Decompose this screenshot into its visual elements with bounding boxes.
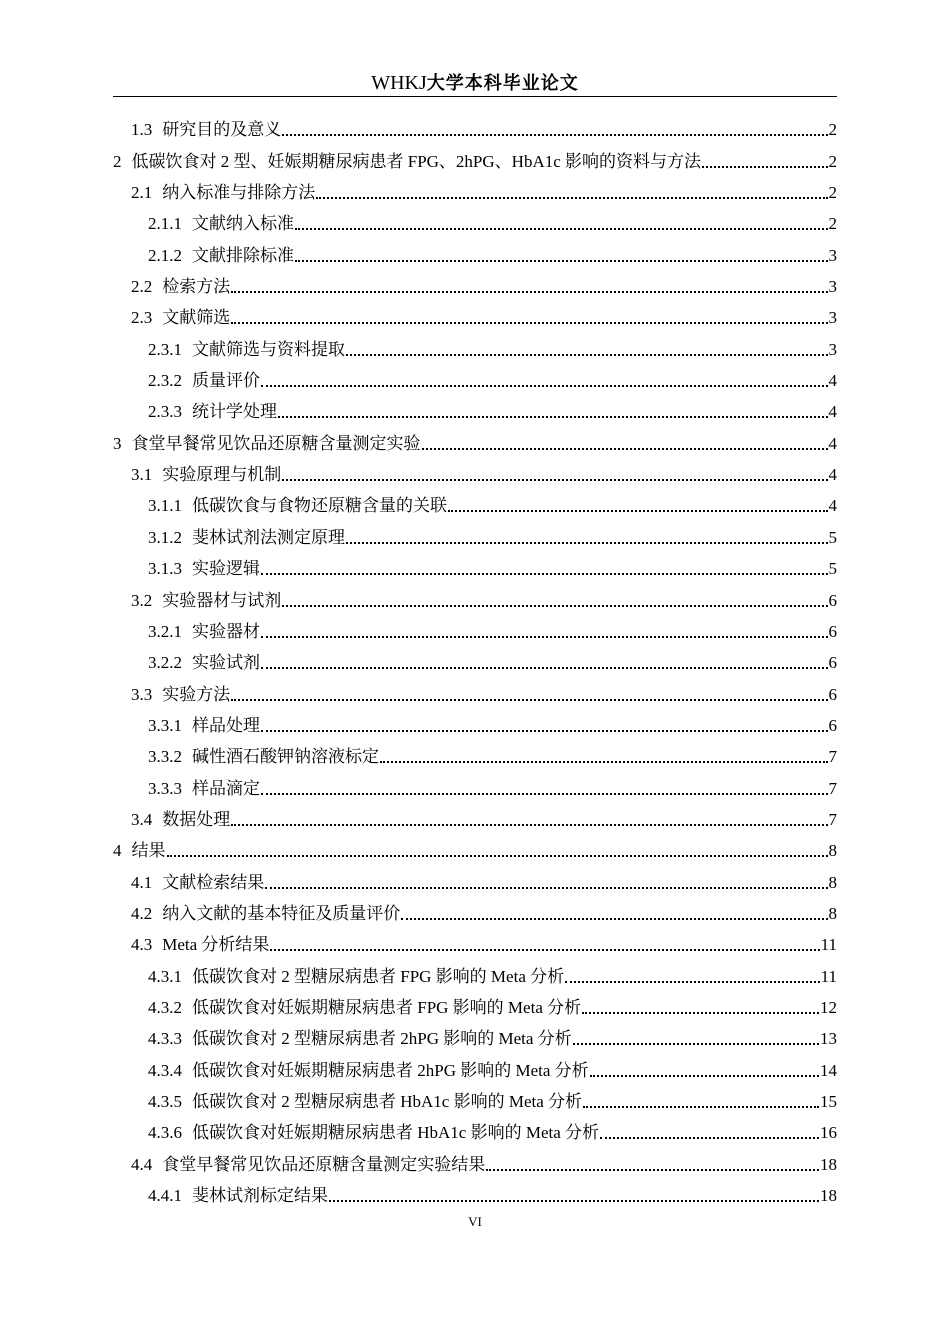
toc-entry[interactable] — [113, 110, 837, 141]
toc-entry-title: 文献排除标准 — [192, 245, 294, 265]
toc-dot-leader — [261, 667, 828, 669]
toc-entry-number: 4.3.5 — [148, 1092, 182, 1111]
toc-entry[interactable] — [113, 956, 837, 987]
toc-entry-number: 4.3.4 — [148, 1060, 182, 1080]
toc-entry-title: 实验试剂 — [192, 653, 260, 673]
toc-entry-title: 低碳饮食对 2 型糖尿病患者 HbA1c 影响的 Meta 分析 — [192, 1092, 583, 1111]
toc-entry[interactable] — [113, 298, 837, 329]
toc-dot-leader — [231, 322, 827, 324]
toc-entry-title: 文献检索结果 — [162, 872, 265, 892]
toc-entry[interactable] — [113, 361, 837, 392]
toc-entry-number: 1.3 — [131, 120, 153, 140]
toc-entry-number: 3.3.1 — [148, 715, 182, 735]
toc-entry-page: 4 — [828, 371, 837, 391]
toc-dot-leader — [329, 1200, 819, 1202]
toc-entry-page: 7 — [828, 778, 837, 798]
toc-entry-page: 4 — [828, 496, 837, 516]
toc-entry-page: 6 — [828, 653, 837, 673]
toc-entry[interactable] — [113, 674, 837, 705]
toc-entry-number: 4.4.1 — [148, 1186, 182, 1206]
toc-entry[interactable] — [113, 486, 837, 517]
toc-entry-number: 3.1.3 — [148, 559, 182, 579]
toc-dot-leader — [600, 1137, 819, 1139]
toc-dot-leader — [295, 260, 828, 262]
toc-dot-leader — [231, 824, 827, 826]
toc-entry-page: 3 — [828, 308, 837, 328]
toc-entry-page: 5 — [828, 559, 837, 579]
toc-entry[interactable] — [113, 831, 837, 862]
toc-entry[interactable] — [113, 862, 837, 893]
toc-entry-page: 15 — [820, 1092, 837, 1111]
toc-entry-title: 样品处理 — [192, 715, 260, 735]
toc-entry[interactable] — [113, 643, 837, 674]
toc-entry-number: 4 — [113, 841, 122, 861]
toc-dot-leader — [582, 1012, 819, 1014]
toc-entry-title: 质量评价 — [192, 371, 260, 391]
toc-entry-title: 文献筛选 — [162, 308, 231, 328]
toc-dot-leader — [278, 416, 828, 418]
toc-entry-number: 4.3.3 — [148, 1029, 182, 1049]
toc-entry[interactable] — [113, 267, 837, 298]
toc-dot-leader — [565, 981, 820, 983]
toc-entry-page: 2 — [828, 120, 837, 140]
toc-entry[interactable] — [113, 1082, 837, 1113]
toc-dot-leader — [380, 761, 828, 763]
toc-entry-title: 结果 — [131, 841, 166, 861]
toc-entry[interactable] — [113, 1176, 837, 1207]
toc-entry-title: 样品滴定 — [192, 778, 260, 798]
toc-dot-leader — [346, 542, 828, 544]
toc-dot-leader — [261, 573, 828, 575]
toc-entry[interactable] — [113, 235, 837, 266]
toc-entry-page: 14 — [820, 1060, 837, 1080]
toc-entry-title: 实验原理与机制 — [162, 465, 282, 485]
toc-entry-page: 3 — [828, 339, 837, 359]
toc-entry-page: 5 — [828, 527, 837, 547]
toc-entry-number: 4.3.6 — [148, 1123, 182, 1143]
toc-entry-page: 2 — [828, 151, 837, 171]
toc-entry-number: 2 — [113, 151, 122, 171]
toc-entry-page: 3 — [828, 245, 837, 265]
toc-entry-number: 2.1.1 — [148, 214, 182, 234]
toc-dot-leader — [282, 134, 827, 136]
toc-dot-leader — [270, 949, 819, 951]
toc-entry[interactable] — [113, 737, 837, 768]
toc-entry[interactable] — [113, 800, 837, 831]
toc-entry-page: 6 — [828, 715, 837, 735]
toc-entry[interactable] — [113, 173, 837, 204]
toc-dot-leader — [422, 448, 828, 450]
toc-dot-leader — [486, 1169, 819, 1171]
toc-entry[interactable] — [113, 1144, 837, 1175]
page-number: VI — [468, 1214, 482, 1229]
toc-dot-leader — [583, 1106, 819, 1108]
toc-entry-number: 3.1 — [131, 465, 153, 485]
toc-dot-leader — [702, 166, 827, 168]
toc-entry-title: 斐林试剂标定结果 — [192, 1186, 328, 1206]
toc-entry[interactable] — [113, 706, 837, 737]
toc-entry-number: 3.1.1 — [148, 496, 182, 516]
toc-entry[interactable] — [113, 329, 837, 360]
toc-entry[interactable] — [113, 549, 837, 580]
toc-entry-number: 3.2.1 — [148, 621, 182, 641]
toc-dot-leader — [448, 510, 828, 512]
toc-entry-page: 7 — [828, 809, 837, 829]
toc-entry-title: 实验器材 — [192, 621, 260, 641]
toc-entry[interactable] — [113, 768, 837, 799]
toc-entry-page: 8 — [828, 872, 837, 892]
toc-entry-number: 2.3.3 — [148, 402, 182, 422]
toc-entry[interactable] — [113, 1050, 837, 1081]
toc-entry[interactable] — [113, 1019, 837, 1050]
toc-dot-leader — [590, 1075, 819, 1077]
toc-entry-page: 4 — [828, 465, 837, 485]
toc-entry-number: 3.3.2 — [148, 747, 182, 767]
toc-entry[interactable] — [113, 204, 837, 235]
toc-dot-leader — [231, 699, 827, 701]
toc-entry-page: 16 — [820, 1123, 837, 1143]
toc-entry-page: 11 — [820, 935, 837, 955]
toc-entry-title: 实验器材与试剂 — [162, 590, 282, 610]
toc-entry-title: 碱性酒石酸钾钠溶液标定 — [192, 747, 379, 767]
toc-entry-number: 2.3.2 — [148, 371, 182, 391]
toc-entry-page: 2 — [828, 214, 837, 234]
toc-entry[interactable] — [113, 423, 837, 454]
toc-entry-title: 纳入文献的基本特征及质量评价 — [162, 903, 401, 923]
toc-entry-number: 4.4 — [131, 1154, 153, 1174]
toc-dot-leader — [346, 354, 828, 356]
toc-entry-page: 6 — [828, 621, 837, 641]
toc-dot-leader — [231, 291, 827, 293]
toc-dot-leader — [573, 1043, 819, 1045]
toc-dot-leader — [282, 479, 827, 481]
toc-dot-leader — [167, 855, 828, 857]
toc-entry-title: 纳入标准与排除方法 — [162, 183, 316, 203]
toc-entry-title: 数据处理 — [162, 809, 231, 829]
page-header — [113, 70, 837, 97]
toc-entry-title: 低碳饮食对妊娠期糖尿病患者 2hPG 影响的 Meta 分析 — [192, 1060, 589, 1080]
toc-entry-page: 13 — [820, 1029, 837, 1049]
toc-entry-number: 3.2.2 — [148, 653, 182, 673]
toc-entry-title: 食堂早餐常见饮品还原糖含量测定实验 — [131, 433, 421, 453]
toc-entry-title: 低碳饮食对 2 型糖尿病患者 2hPG 影响的 Meta 分析 — [192, 1029, 572, 1049]
toc-entry[interactable] — [113, 455, 837, 486]
toc-entry-title: 低碳饮食对 2 型、妊娠期糖尿病患者 FPG、2hPG、HbA1c 影响的资料与方法 — [131, 151, 702, 171]
toc-entry-title: Meta 分析结果 — [162, 935, 270, 955]
toc-entry-page: 4 — [828, 433, 837, 453]
header-prefix: WHKJ — [371, 72, 427, 94]
toc-entry-number: 3.4 — [131, 809, 153, 829]
toc-entry-page: 18 — [820, 1154, 837, 1174]
toc-entry[interactable] — [113, 988, 837, 1019]
toc-entry-page: 6 — [828, 684, 837, 704]
toc-entry-title: 统计学处理 — [192, 402, 277, 422]
toc-entry-page: 8 — [828, 903, 837, 923]
toc-entry-page: 11 — [820, 966, 837, 986]
toc-entry-number: 3.3.3 — [148, 778, 182, 798]
toc-dot-leader — [282, 605, 827, 607]
toc-dot-leader — [265, 887, 827, 889]
toc-entry-number: 2.2 — [131, 277, 153, 297]
toc-entry-title: 斐林试剂法测定原理 — [192, 527, 345, 547]
toc-entry-number: 4.2 — [131, 903, 153, 923]
header-title: 大学本科毕业论文 — [426, 73, 579, 94]
toc-entry-title: 食堂早餐常见饮品还原糖含量测定实验结果 — [162, 1154, 486, 1174]
toc-entry-title: 实验方法 — [162, 684, 231, 704]
toc-entry-page: 3 — [828, 277, 837, 297]
toc-entry-title: 实验逻辑 — [192, 559, 260, 579]
toc-entry-title: 检索方法 — [162, 277, 231, 297]
toc-entry-number: 3.3 — [131, 684, 153, 704]
toc-dot-leader — [295, 228, 828, 230]
toc-entry-page: 7 — [828, 747, 837, 767]
toc-entry-page: 12 — [820, 997, 837, 1017]
toc-entry-number: 2.1.2 — [148, 245, 182, 265]
toc-entry-page: 2 — [828, 183, 837, 203]
toc-dot-leader — [401, 918, 827, 920]
toc-dot-leader — [261, 636, 828, 638]
toc-entry[interactable] — [113, 925, 837, 956]
toc-entry-number: 2.3 — [131, 308, 153, 328]
toc-entry-number: 4.3.1 — [148, 966, 182, 986]
toc-entry-title: 低碳饮食对 2 型糖尿病患者 FPG 影响的 Meta 分析 — [192, 966, 565, 986]
toc-entry-title: 低碳饮食对妊娠期糖尿病患者 HbA1c 影响的 Meta 分析 — [192, 1123, 600, 1143]
toc-entry[interactable] — [113, 517, 837, 548]
toc-entry[interactable] — [113, 580, 837, 611]
toc-entry-number: 3.1.2 — [148, 527, 182, 547]
toc-entry-title: 低碳饮食对妊娠期糖尿病患者 FPG 影响的 Meta 分析 — [192, 997, 582, 1017]
toc-entry-number: 4.1 — [131, 872, 153, 892]
toc-entry-title: 文献纳入标准 — [192, 214, 294, 234]
toc-entry[interactable] — [113, 392, 837, 423]
toc-entry-number: 3.2 — [131, 590, 153, 610]
toc-entry-number: 4.3.2 — [148, 997, 182, 1017]
toc-dot-leader — [316, 197, 827, 199]
toc-entry[interactable] — [113, 1113, 837, 1144]
toc-entry-number: 4.3 — [131, 935, 153, 955]
toc-entry-number: 2.1 — [131, 183, 153, 203]
toc-entry-page: 6 — [828, 590, 837, 610]
toc-entry[interactable] — [113, 894, 837, 925]
toc-dot-leader — [261, 793, 828, 795]
toc-entry[interactable] — [113, 141, 837, 172]
toc-entry-page: 8 — [828, 841, 837, 861]
toc-entry[interactable] — [113, 612, 837, 643]
toc-entry-number: 2.3.1 — [148, 339, 182, 359]
table-of-contents — [113, 110, 837, 1207]
toc-entry-title: 低碳饮食与食物还原糖含量的关联 — [192, 496, 447, 516]
toc-entry-page: 4 — [828, 402, 837, 422]
toc-entry-number: 3 — [113, 433, 122, 453]
toc-dot-leader — [261, 730, 828, 732]
toc-entry-title: 研究目的及意义 — [162, 120, 282, 140]
toc-entry-page: 18 — [820, 1186, 837, 1206]
toc-dot-leader — [261, 385, 828, 387]
toc-entry-title: 文献筛选与资料提取 — [192, 339, 345, 359]
